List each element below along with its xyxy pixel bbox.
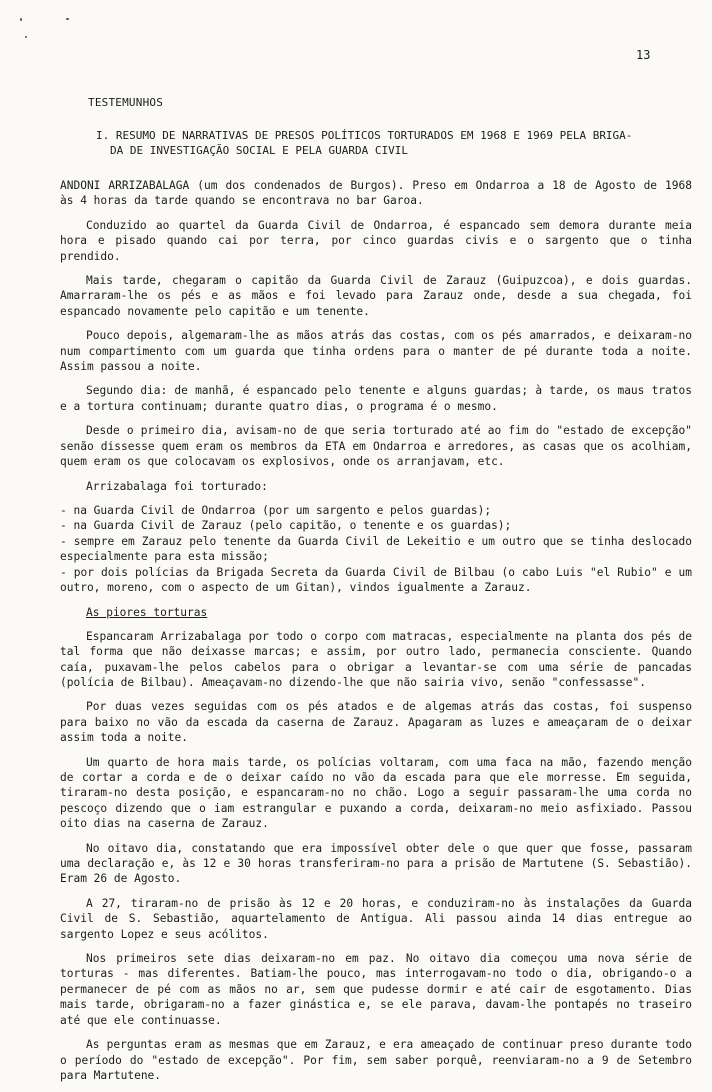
list-item: - na Guarda Civil de Ondarroa (por um sargento e pelos guardas); (60, 503, 492, 517)
paragraph: As perguntas eram as mesmas que em Zarauz, e era ameaçado de continuar preso durante todo o período do "estado de excepção". Por fim, sem saber porquê, reenviaram-no a 9 de Setembro para Martutene. (60, 1038, 692, 1082)
subheading-text: As piores torturas (86, 606, 208, 620)
section-label: TESTEMUNHOS (88, 96, 164, 109)
body-text (60, 178, 692, 1092)
scan-speck (66, 18, 69, 20)
document-heading (96, 128, 686, 158)
list-item: - sempre em Zarauz pelo tenente da Guarda Civil de Lekeitio e um outro que se tinha deslocado especialmente para esta missão; (60, 534, 692, 564)
paragraph: Desde o primeiro dia, avisam-no de que seria torturado até ao fim do "estado de excepção" senão dissesse quem eram os membros da ETA em Ondarroa e arredores, as casas que os acolhiam, quem eram os que colocavam os explosivos, onde os arranjavam, etc. (60, 424, 692, 469)
paragraph: No oitavo dia, constatando que era impossível obter dele o que quer que fosse, passaram uma declaração e, às 12 e 30 horas transferiram-no para a prisão de Martutene (S. Sebastião). Eram 26 de Agosto. (60, 841, 692, 886)
paragraph: ANDONI ARRIZABALAGA (um dos condenados de Burgos). Preso em Ondarroa a 18 de Agosto de 1968 às 4 horas da tarde quando se encontrava no bar Garoa. (60, 179, 692, 208)
paragraph: Conduzido ao quartel da Guarda Civil de Ondarroa, é espancado sem demora durante meia hora e pisado quando cai por terra, por cinco guardas civis e o sargento que o tinha prendido. (60, 218, 692, 263)
paragraph: Espancaram Arrizabalaga por todo o corpo com matracas, especialmente na planta dos pés de tal forma que não deixasse marcas; e assim, por outro lado, permanecia consciente. Quando caía, puxavam-lhe pelos cabelos para o obrigar a levantar-se com uma série de pancadas (polícia de Bilbau). Ameaçavam-no dizendo-lhe que não sairia vivo, senão "confessasse". (60, 629, 692, 689)
paragraph: Segundo dia: de manhã, é espancado pelo tenente e alguns guardas; à tarde, os maus tratos e a tortura continuam; durante quatro dias, o programa é o mesmo. (60, 384, 692, 413)
paragraph: Pouco depois, algemaram-lhe as mãos atrás das costas, com os pés amarrados, e deixaram-no num compartimento com um guarda que tinha ordens para o manter de pé durante toda a noite. Assim passou a noite. (60, 329, 692, 374)
paragraph: Por duas vezes seguidas com os pés atados e de algemas atrás das costas, foi suspenso para baixo no vão da escada da caserna de Zarauz. Apagaram as luzes e ameaçaram de o deixar assim toda a noite. (60, 700, 692, 745)
torture-list (60, 503, 692, 595)
paragraph: Mais tarde, chegaram o capitão da Guarda Civil de Zarauz (Guipuzcoa), e dois guardas. Amarraram-lhe os pés e as mãos e foi levado para Zarauz onde, desde a sua chegada, foi espancado novamente pelo capitão e um tenente. (60, 274, 692, 318)
list-item: - na Guarda Civil de Zarauz (pelo capitão, o tenente e os guardas); (60, 519, 512, 533)
paragraph: Um quarto de hora mais tarde, os polícias voltaram, com uma faca na mão, fazendo menção de cortar a corda e de o deixar caído no vão da escada para que ele morresse. Em seguida, tiraram-no desta posição, e espancaram-no no chão. Logo a seguir passaram-lhe uma corda no pescoço dizendo que o iam estrangular e puxando a corda, deixaram-no meio asfixiado. Passou oito dias na caserna de Zarauz. (60, 755, 692, 831)
paragraph: A 27, tiraram-no de prisão às 12 e 20 horas, e conduziram-no às instalações da Guarda Civil de S. Sebastião, aquartelamento de Antigua. Ali passou ainda 14 dias entregue ao sargento Lopez e seus acólitos. (60, 896, 692, 941)
paragraph: Nos primeiros sete dias deixaram-no em paz. No oitavo dia começou uma nova série de torturas - mas diferentes. Batiam-lhe pouco, mas interrogavam-no todo o dia, obrigando-o a permanecer de pé com as mãos no ar, sem que pudesse dormir e até cair de esgotamento. Dias mais tarde, obrigaram-no a fazer ginástica e, se ele parava, davam-lhe pontapés no traseiro até que ele continuasse. (60, 952, 692, 1027)
list-item: - por dois polícias da Brigada Secreta da Guarda Civil de Bilbau (o cabo Luis "el Rubio" e um outro, moreno, com o aspecto de um Gitan), vindos igualmente a Zarauz. (60, 565, 692, 594)
subheading (60, 605, 692, 620)
heading-line-1: I. RESUMO DE NARRATIVAS DE PRESOS POLÍTICOS TORTURADOS EM 1968 E 1969 PELA BRIGA- (96, 129, 633, 142)
page-number: 13 (636, 48, 651, 62)
scan-speck (25, 36, 27, 38)
scan-speck (20, 18, 22, 21)
heading-line-2: DA DE INVESTIGAÇÃO SOCIAL E PELA GUARDA CIVIL (110, 144, 409, 157)
paragraph: Arrizabalaga foi torturado: (86, 479, 268, 493)
